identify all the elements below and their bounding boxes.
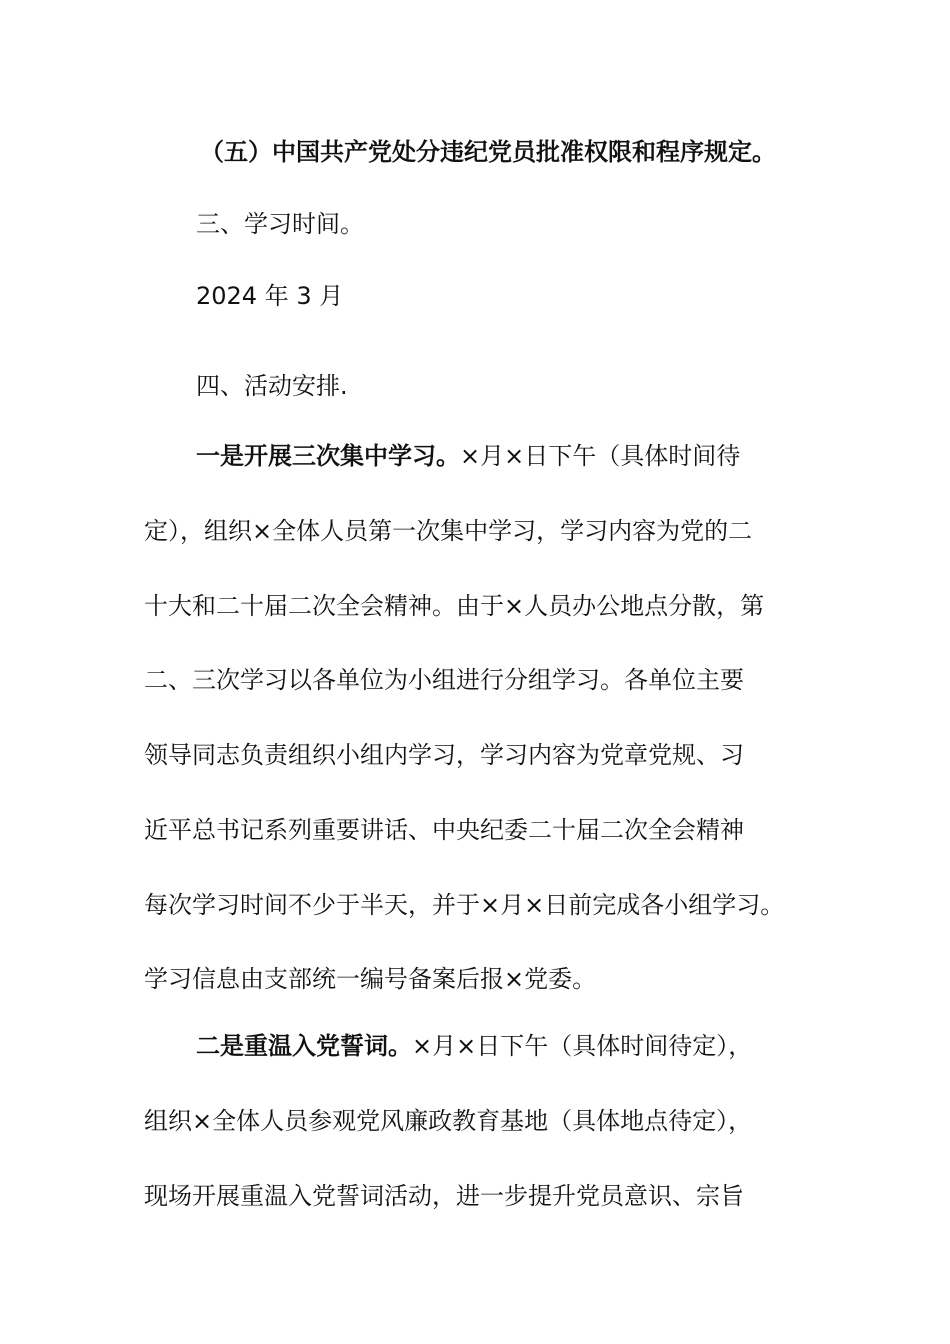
paragraph-2-line-2: 组织×全体人员参观党风廉政教育基地（具体地点待定）， [144,1107,753,1135]
paragraph-2-text: ×月×日下午（具体时间待定）， [412,1032,753,1060]
paragraph-2-line-3: 现场开展重温入党誓词活动，进一步提升党员意识、宗旨 [144,1182,744,1210]
paragraph-1-line-4: 二、三次学习以各单位为小组进行分组学习。各单位主要 [144,666,744,694]
paragraph-1-text: ×月×日下午（具体时间待 [460,442,741,470]
section-3-date: 2024 年 3 月 [196,282,344,310]
section-4-title: 四、活动安排. [196,372,348,400]
paragraph-2-lead: 二是重温入党誓词。 [196,1032,412,1060]
paragraph-1-line-6: 近平总书记系列重要讲话、中央纪委二十届二次全会精神 [144,816,744,844]
section-3-title: 三、学习时间。 [196,210,364,238]
paragraph-2-line-1 [196,1031,752,1061]
heading-section-5: （五）中国共产党处分违纪党员批准权限和程序规定。 [200,138,776,166]
paragraph-1-line-2: 定），组织×全体人员第一次集中学习，学习内容为党的二 [144,517,753,545]
paragraph-1-line-7: 每次学习时间不少于半天，并于×月×日前完成各小组学习。 [144,891,785,919]
paragraph-1-line-3: 十大和二十届二次全会精神。由于×人员办公地点分散，第 [144,592,765,620]
paragraph-1-line-5: 领导同志负责组织小组内学习，学习内容为党章党规、习 [144,741,744,769]
paragraph-1-line-8: 学习信息由支部统一编号备案后报×党委。 [144,965,597,993]
paragraph-1-line-1 [196,441,740,471]
paragraph-1-lead: 一是开展三次集中学习。 [196,442,460,470]
